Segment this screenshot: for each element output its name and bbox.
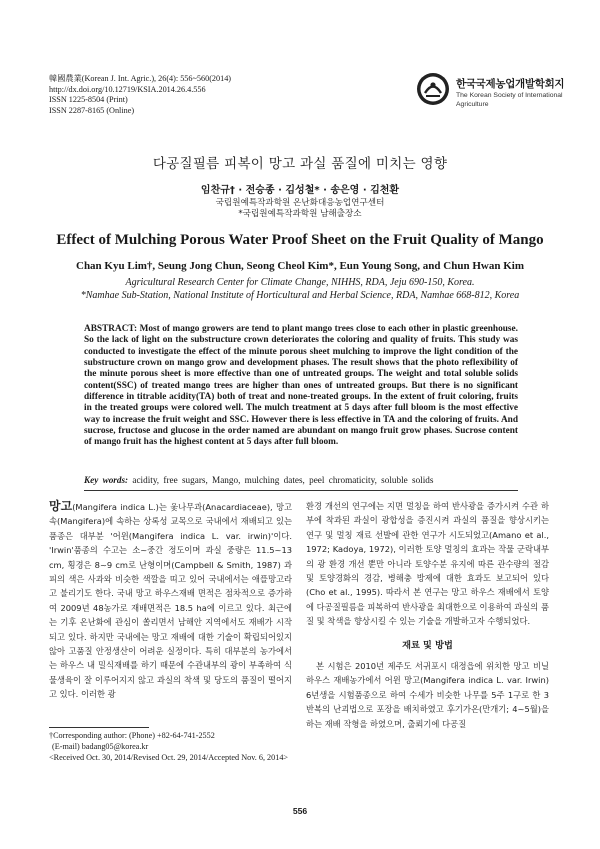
society-name-korean: 한국국제농업개발학회지: [456, 78, 565, 90]
english-affiliations: Agricultural Research Center for Climate Change, NIHHS, RDA, Jeju 690-150, Korea. *Namhae Sub-Station, National Institute of Horticultural and Herbal Science, RDA, Namhae 668-812, Korea: [80, 277, 520, 301]
received-dates: <Received Oct. 30, 2014/Revised Oct. 29, 2014/Accepted Nov. 6, 2014>: [49, 753, 289, 763]
keywords: [84, 475, 524, 485]
journal-header: [49, 74, 231, 116]
page-number: 556: [292, 806, 308, 816]
society-logo: [416, 72, 566, 118]
section-heading-methods: 재료 및 방법: [402, 639, 453, 651]
keywords-label: Key words:: [84, 475, 129, 485]
society-name-english: The Korean Society of International Agriculture: [456, 92, 563, 108]
issn-print: ISSN 1225-8504 (Print): [49, 95, 128, 105]
society-seal-icon: [416, 72, 450, 106]
body-column-left: [49, 499, 292, 702]
korean-authors: 임찬규† · 전승종 · 김성철* · 송은영 · 김천환: [200, 185, 400, 196]
keywords-text: acidity, free sugars, Mango, mulching dates, peel chromaticity, soluble solids: [132, 475, 434, 485]
author-email[interactable]: (E-mail) badang05@korea.kr: [52, 742, 149, 752]
body-column-right: [306, 499, 549, 731]
intro-paragraph: (Mangifera indica L.)는 옻나무과(Anacardiaceae), 망고속(Mangifera)에 속하는 상록성 교목으로 국내에서 재배되고 있는 품종은 대부분 '어윈(Mangifera indica L. var. irwin)'이다. 'Irwin'품종의 수고는 소~중간 정도이며 과실 중량은 11.5~13 cm, 횡경은 8~9 cm로 난형이며(Campbell & Smith, 1987) 과피의 색은 사과와 비슷한 색깔을 띠고 있어 국내에서는 애플망고라고 불리기도 한다. 국내 망고 하우스재배 면적은 점차적으로 증가하여 2009년 48농가로 재배면적은 18.5 ha에 이르고 있다. 최근에는 기후 온난화에 관심이 쏠리면서 남해안 지역에서도 재배가 시작되고 있다. 하지만 국내에는 망고 재배에 대한 기술이 확립되어있지 않아 고품질 안정생산이 어려운 실정이다. 특히 대부분의 농가에서는 하우스 내 밀식재배를 하기 때문에 수관내부의 광이 부족하여 식물생육이 잘 이루어지지 않고 과실의 착색 및 당도의 품질이 떨어지고 있다. 이러한 광: [49, 502, 292, 700]
korean-title: 다공질필름 피복이 망고 과실 품질에 미치는 영향: [152, 156, 448, 172]
english-authors: Chan Kyu Lim†, Seung Jong Chun, Seong Cheol Kim*, Eun Young Song, and Chun Hwan Kim: [76, 260, 524, 272]
corresponding-author: †Corresponding author: (Phone) +82-64-741-2552: [49, 731, 215, 740]
footnote-divider: [49, 727, 149, 728]
korean-affiliations: 국립원예특작과학원 온난화대응농업연구센터 *국립원예특작과학원 남해출장소: [215, 198, 385, 219]
english-title: Effect of Mulching Porous Water Proof Sheet on the Fruit Quality of Mango: [56, 232, 544, 248]
abstract-divider: [84, 490, 518, 491]
journal-citation: 韓國農業(Korean J. Int. Agric.), 26(4): 556~560(2014): [49, 74, 232, 83]
issn-online: ISSN 2287-8165 (Online): [49, 105, 135, 115]
doi-link[interactable]: http://dx.doi.org/10.12719/KSIA.2014.26.4.556: [49, 84, 206, 94]
dropcap: 망고: [49, 499, 73, 513]
intro-paragraph-continued: 환경 개선의 연구에는 지면 멀칭을 하여 반사광을 증가시켜 수관 하부에 착과된 과실이 광합성을 증진시켜 과실의 품질을 향상시키는 연구 및 멀칭 재료 선발에 관한 연구가 시도되었고(Amano et al., 1972; Kadoya, 1972), 이러한 토양 멀칭의 효과는 작물 군락내부의 광 환경 개선 뿐만 아니라 토양수분 유지에 따른 관수량의 절감 및 토양경화의 경감, 병해충 방제에 대한 효과도 보고되어 있다(Cho et al., 1995). 따라서 본 연구는 망고 하우스 재배에서 토양에 다공질필름을 피복하여 반사광을 최대한으로 이용하여 과실의 품질 및 착색을 향상시킬 수 있는 기술을 개발하고자 수행되었다.: [306, 501, 549, 627]
footnote: [49, 730, 288, 764]
abstract: ABSTRACT: Most of mango growers are tend to plant mango trees close to each other in plastic greenhouse. So the lack of light on the substructure crown deteriorates the coloring and quality of fruits. This study was conducted to investigate the effect of the minute porous sheet mulching to improve the light condition of the substructure crown on mango grow and development phases. The result shows that the photo reflexibility of the minute porous sheet is more effective than one of untreated groups. The weight and total soluble solids content(SSC) of treated mango trees are higher than ones of untreated groups. But there is no significant difference in titrable acidity(TA) both of treat and none-treated groups. In the extent of fruit coloring, fruits in the treated groups were colored well. The mulch treatment at 5 days after full bloom is the most effective way to increase the fruit weight and SSC. However there is less effective in TA and the coloring of fruits. And sucrose, fructose and glucose in the order named are abundant on mango fruit grow phases. Sucrose content of mango fruit has the highest content at 5 days after full bloom.: [84, 324, 518, 448]
methods-paragraph: 본 시험은 2010년 제주도 서귀포시 대정읍에 위치한 망고 비닐하우스 재배농가에서 어윈 망고(Mangifera indica L. var. Irwin) 6년생을 시험품종으로 하여 수세가 비슷한 나무를 5주 1구로 한 3반복의 난괴법으로 포장을 배치하였고 후기가온(만개기; 4~5월)을 하는 재배 작형을 하였으며, 출뢰기에 다공질: [306, 661, 549, 729]
